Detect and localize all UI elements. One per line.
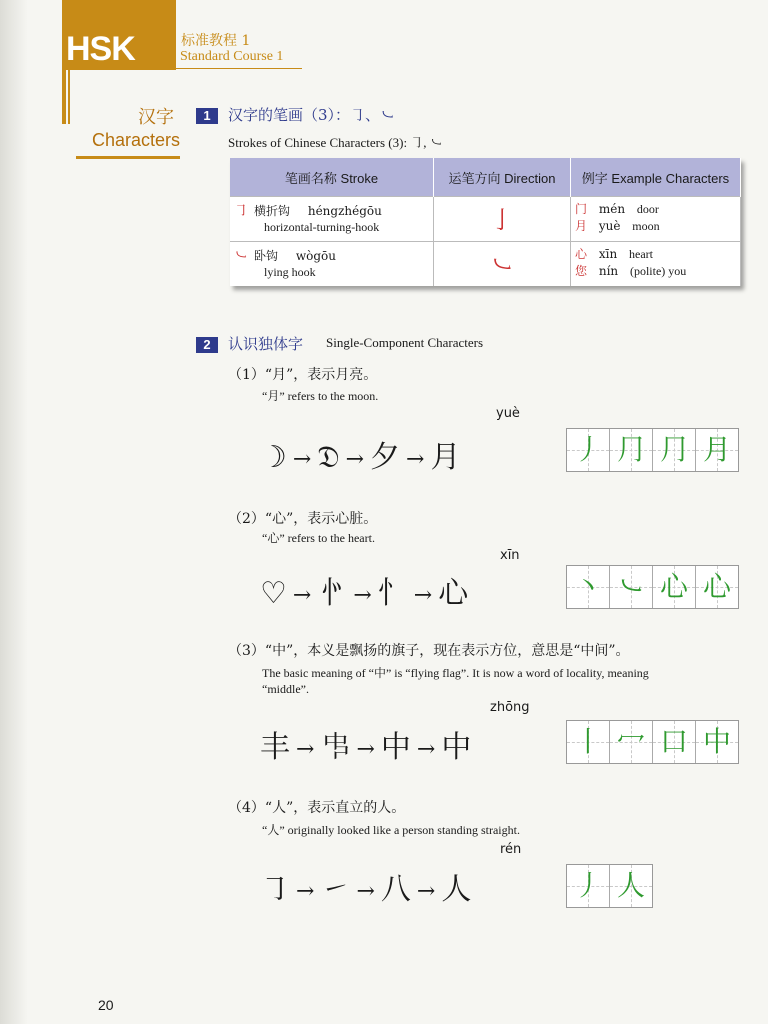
example-char: 您 xyxy=(575,264,588,278)
example-meaning: (polite) you xyxy=(629,264,687,278)
grid-cell: 丿 xyxy=(567,865,610,907)
stroke-pinyin: wògōu xyxy=(295,249,336,263)
item-description-cn: （1）“月”，表示月亮。 xyxy=(228,367,378,383)
stroke-name-cn: 横折钩 xyxy=(254,204,291,218)
arrow-icon: → xyxy=(345,446,365,472)
table-row xyxy=(230,242,741,287)
arrow-icon: → xyxy=(416,736,436,762)
grid-cell: 人 xyxy=(610,865,652,907)
item-description-cn: （2）“心”，表示心脏。 xyxy=(228,511,378,527)
stroke-pinyin: héngzhégōu xyxy=(307,204,382,218)
character-evolution xyxy=(260,568,468,612)
arrow-icon: → xyxy=(292,446,312,472)
grid-cell: 丿 xyxy=(567,429,610,471)
stroke-order-grid xyxy=(566,428,739,472)
examples-cell xyxy=(571,197,741,242)
example-pinyin: yuè xyxy=(598,219,621,233)
stroke-name-en: horizontal-turning-hook xyxy=(264,220,380,234)
arrow-icon: → xyxy=(353,582,372,608)
stroke-order-grid xyxy=(566,720,739,764)
character-evolution xyxy=(260,722,471,766)
header-examples: 例字 Example Characters xyxy=(571,158,741,197)
grid-cell: 月 xyxy=(696,429,738,471)
ancient-form: ♡ xyxy=(260,576,287,611)
item-pinyin: rén xyxy=(500,842,522,857)
example-meaning: door xyxy=(636,202,659,216)
example-char: 月 xyxy=(575,219,588,233)
grid-cell: 冖 xyxy=(610,721,653,763)
example-char: 门 xyxy=(575,202,588,216)
arrow-icon: → xyxy=(356,736,375,762)
part2-title-en: Single-Component Characters xyxy=(326,335,484,350)
grid-cell: ㇃ xyxy=(610,566,653,608)
part1-title: 汉字的笔画（3）：㇆、㇃ xyxy=(228,106,396,124)
course-title-en: Standard Course 1 xyxy=(180,49,284,64)
arrow-icon: → xyxy=(296,736,315,762)
stroke-cell xyxy=(230,242,434,287)
example-char: 心 xyxy=(575,247,588,261)
arrow-icon: → xyxy=(413,582,433,608)
grid-cell: ⺆ xyxy=(653,429,696,471)
page-binding-edge xyxy=(0,0,28,1024)
course-title-cn: 标准教程 1 xyxy=(181,33,251,49)
ancient-form: 丰 xyxy=(260,730,290,765)
modern-form: 心 xyxy=(438,576,469,611)
ancient-form: 夕 xyxy=(370,440,401,475)
item-pinyin: yuè xyxy=(496,406,520,421)
header-underline xyxy=(176,68,302,69)
arrow-icon: → xyxy=(292,582,312,608)
ancient-form: ☽ xyxy=(260,440,287,475)
grid-cell: 丨 xyxy=(567,721,610,763)
example-pinyin: xīn xyxy=(598,247,618,261)
examples-cell xyxy=(571,242,741,287)
arrow-icon: → xyxy=(406,446,425,472)
part1-subtitle: Strokes of Chinese Characters (3): ㇆, ㇃ xyxy=(228,135,443,150)
grid-cell: 心 xyxy=(696,566,738,608)
character-evolution xyxy=(260,432,460,476)
stroke-cell xyxy=(230,197,434,242)
table-header-row xyxy=(230,158,741,197)
stroke-mark: ㇆ xyxy=(234,203,248,219)
grid-cell: 丶 xyxy=(567,566,610,608)
direction-cell: ㇃ xyxy=(434,242,571,287)
character-evolution xyxy=(260,864,471,908)
example-pinyin: mén xyxy=(598,202,626,216)
ancient-form: 中 xyxy=(380,730,411,765)
part2-title-cn: 认识独体字 xyxy=(228,335,304,353)
ancient-form: 㣺 xyxy=(317,576,348,611)
table-row xyxy=(230,197,741,242)
item-pinyin: xīn xyxy=(500,548,520,563)
stroke-order-grid xyxy=(566,565,739,609)
example-pinyin: nín xyxy=(598,264,619,278)
header-bar-thin xyxy=(68,70,70,124)
modern-form: 中 xyxy=(441,730,472,765)
ancient-form: 𝔇 xyxy=(317,440,340,475)
ancient-form: ㇆ xyxy=(260,872,290,907)
ancient-form: ㇀ xyxy=(320,872,351,907)
header-stroke: 笔画名称 Stroke xyxy=(230,158,434,197)
example-meaning: heart xyxy=(629,247,653,261)
arrow-icon: → xyxy=(416,878,436,904)
stroke-name-en: lying hook xyxy=(264,265,316,279)
item-description-cn: （3）“中”，本义是飘扬的旗子，现在表示方位，意思是“中间”。 xyxy=(228,643,630,659)
arrow-icon: → xyxy=(356,878,375,904)
section-divider xyxy=(76,156,180,159)
item-pinyin: zhōng xyxy=(490,700,530,715)
arrow-icon: → xyxy=(296,878,315,904)
stroke-order-grid xyxy=(566,864,653,908)
section-label-cn: 汉字 xyxy=(138,107,174,128)
item-description-en: “心” refers to the heart. xyxy=(262,531,375,545)
hsk-logo: HSK xyxy=(66,30,135,68)
ancient-form: 八 xyxy=(380,872,411,907)
ancient-form: 𠁧 xyxy=(320,730,351,765)
modern-form: 人 xyxy=(441,872,472,907)
grid-cell: 口 xyxy=(653,721,696,763)
grid-cell: 心 xyxy=(653,566,696,608)
page-number: 20 xyxy=(98,997,114,1013)
section-label-en: Characters xyxy=(92,130,181,150)
direction-cell: 亅 xyxy=(434,197,571,242)
grid-cell: 中 xyxy=(696,721,738,763)
item-description-cn: （4）“人”，表示直立的人。 xyxy=(228,800,406,816)
stroke-name-cn: 卧钩 xyxy=(254,249,279,263)
item-description-en: The basic meaning of “中” is “flying flag”. It is now a word of locality, meaning xyxy=(262,666,649,680)
stroke-table xyxy=(230,158,741,286)
example-meaning: moon xyxy=(632,219,660,233)
part2-number-badge: 2 xyxy=(196,337,218,353)
item-description-en-cont: “middle”. xyxy=(262,682,309,696)
grid-cell: ⺆ xyxy=(610,429,653,471)
item-description-en: “人” originally looked like a person standing straight. xyxy=(262,823,520,837)
stroke-mark: ㇃ xyxy=(234,248,248,264)
part1-number-badge: 1 xyxy=(196,108,218,124)
modern-form: 月 xyxy=(430,440,461,475)
item-description-en: “月” refers to the moon. xyxy=(262,389,379,403)
header-bar xyxy=(62,70,66,124)
header-direction: 运笔方向 Direction xyxy=(434,158,571,197)
ancient-form: 忄 xyxy=(377,576,408,611)
